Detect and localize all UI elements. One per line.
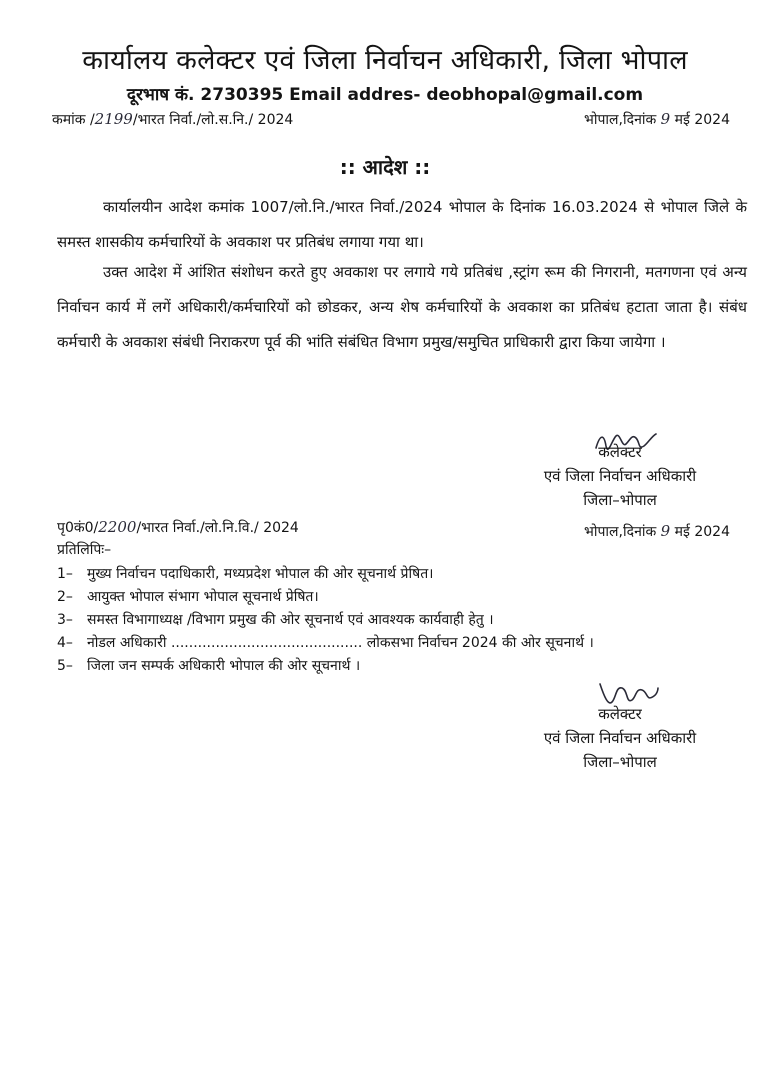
list-item: [57, 586, 717, 609]
list-item-number: 3–: [57, 612, 73, 628]
forwarding-date: [584, 522, 730, 541]
list-item: [57, 609, 717, 632]
list-item-text: नोडल अधिकारी ........................................... लोकसभा निर्वाचन 2024 की ओर सूचनार्थ ।: [87, 635, 594, 651]
order-paragraph-1: कार्यालयीन आदेश कमांक 1007/लो.नि./भारत निर्वा./2024 भोपाल के दिनांक 16.03.2024 से भोपाल जिले के समस्त शासकीय कर्मचारियों के अवकाश पर प्रतिबंध लगाया गया था।: [57, 198, 747, 251]
copies-label: प्रतिलिपिः–: [57, 542, 112, 558]
reference-suffix: /भारत निर्वा./लो.स.नि./ 2024: [132, 112, 294, 128]
list-item-text: समस्त विभागाध्यक्ष /विभाग प्रमुख की ओर सूचनार्थ एवं आवश्यक कार्यवाही हेतु ।: [87, 612, 494, 628]
reference-prefix: कमांक /: [52, 112, 95, 128]
order-heading: :: आदेश ::: [339, 155, 431, 179]
list-item-text: आयुक्त भोपाल संभाग भोपाल सूचनार्थ प्रेषित।: [87, 589, 319, 605]
signature-2-role: एवं जिला निर्वाचन अधिकारी: [543, 729, 697, 747]
list-item-number: 2–: [57, 589, 73, 605]
order-date-suffix: मई 2024: [670, 112, 730, 128]
list-item-text: मुख्य निर्वाचन पदाधिकारी, मध्यप्रदेश भोपाल की ओर सूचनार्थ प्रेषित।: [87, 566, 434, 582]
signature-block-1: [510, 440, 730, 512]
forwarding-date-prefix: भोपाल,दिनांक: [584, 524, 661, 540]
list-item-text: जिला जन सम्पर्क अधिकारी भोपाल की ओर सूचनार्थ ।: [87, 658, 361, 674]
signature-2-district: जिला–भोपाल: [583, 753, 657, 771]
list-item: [57, 563, 717, 586]
order-date: [584, 110, 730, 129]
order-reference-number: [52, 110, 293, 129]
forwarding-suffix: /भारत निर्वा./लो.नि.वि./ 2024: [136, 520, 299, 536]
signature-2-designation: कलेक्टर: [598, 705, 642, 723]
list-item: [57, 632, 717, 655]
forwarding-handwritten-number: 2200: [98, 518, 137, 536]
order-paragraph-2: उक्त आदेश में आंशित संशोधन करते हुए अवकाश पर लगाये गये प्रतिबंध ,स्ट्रांग रूम की निगरानी, मतगणना एवं अन्य निर्वाचन कार्य में लगें अधिकारी/कर्मचारियों को छोडकर, अन्य शेष कर्मचारियों के अवकाश का प्रतिबंध हटाता जाता है। संबंध कर्मचारी के अवकाश संबंधी निराकरण पूर्व की भांति संबंधित विभाग प्रमुख/समुचित प्राधिकारी द्वारा किया जायेगा ।: [57, 263, 747, 351]
list-item-number: 5–: [57, 658, 73, 674]
forwarding-date-suffix: मई 2024: [670, 524, 730, 540]
signature-1-designation: कलेक्टर: [598, 443, 642, 461]
forwarding-prefix: पृ0कं0/: [57, 520, 99, 536]
reference-handwritten-number: 2199: [94, 110, 133, 128]
list-item-number: 4–: [57, 635, 73, 651]
list-item: [57, 655, 717, 678]
forwarding-date-handwritten-day: 9: [660, 522, 671, 540]
order-date-handwritten-day: 9: [660, 110, 671, 128]
order-date-prefix: भोपाल,दिनांक: [584, 112, 661, 128]
forwarding-reference-number: [57, 518, 299, 537]
signature-1-role: एवं जिला निर्वाचन अधिकारी: [543, 467, 697, 485]
signature-block-2: [515, 702, 725, 774]
list-item-number: 1–: [57, 566, 73, 582]
copy-recipients-list: [57, 563, 717, 678]
signature-1-district: जिला–भोपाल: [583, 491, 657, 509]
contact-line: दूरभाष कं. 2730395 Email addres- deobhopal@gmail.com: [126, 85, 644, 105]
office-title: कार्यालय कलेक्टर एवं जिला निर्वाचन अधिकारी, जिला भोपाल: [82, 45, 688, 76]
